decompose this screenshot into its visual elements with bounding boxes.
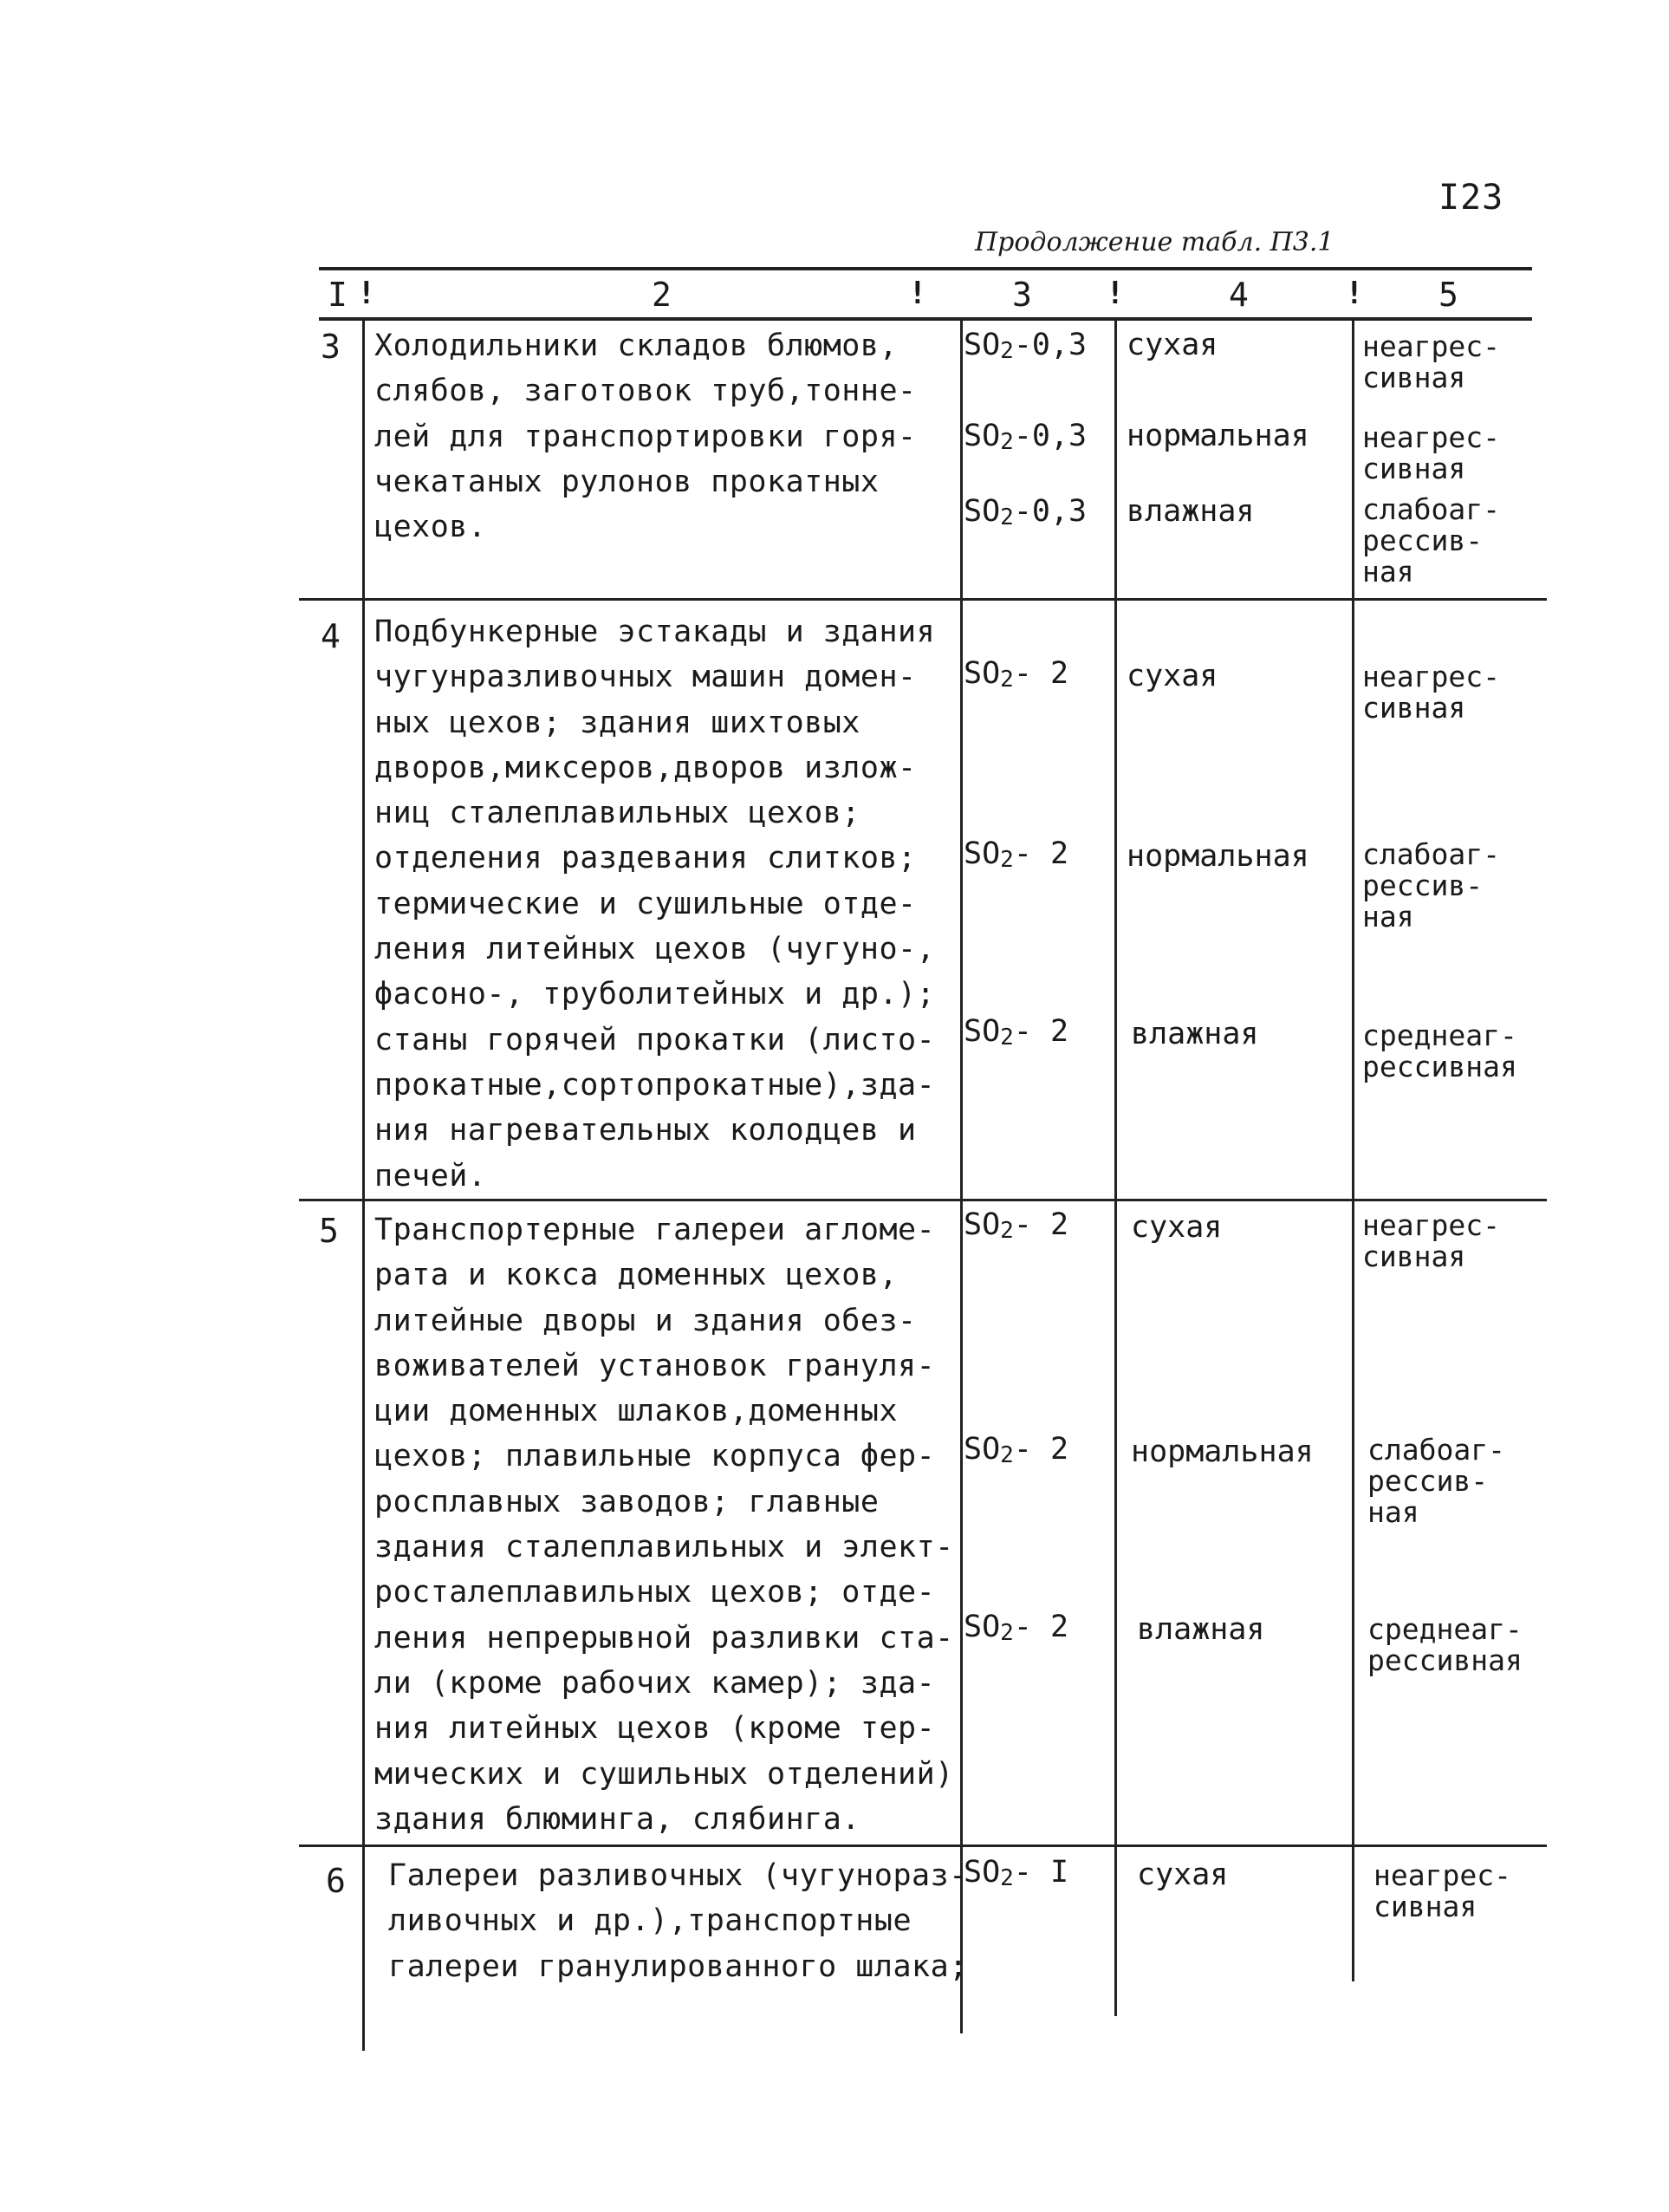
concentration: $SO_2-0,3$ <box>964 419 1088 455</box>
humidity-condition: сухая <box>1127 328 1218 362</box>
row-description: Холодильники складов блюмов, слябов, заготовок труб,тонне- лей для транспортировки горя- чекатаных рулонов прокатных цехов. <box>374 329 917 545</box>
header-col-2: 2 <box>652 276 672 314</box>
column-divider <box>362 317 365 2051</box>
header-separator: ! <box>908 276 927 311</box>
row-divider <box>299 1199 1547 1201</box>
header-col-5: 5 <box>1438 276 1458 314</box>
aggressiveness-level: слабоаг- рессив- ная <box>1362 837 1500 934</box>
row-description: Галереи разливочных (чугунораз- ливочных и др.),транспортные галереи гранулированного шлака; <box>388 1858 968 1984</box>
concentration: $SO_2-$ I <box>964 1855 1069 1891</box>
concentration: $SO_2-$ 2 <box>964 1610 1069 1646</box>
concentration: $SO_2-$ 2 <box>964 656 1069 693</box>
humidity-condition: нормальная <box>1127 839 1309 874</box>
humidity-condition: влажная <box>1137 1612 1265 1647</box>
humidity-condition: сухая <box>1137 1857 1229 1892</box>
aggressiveness-level: среднеаг- рессивная <box>1367 1612 1523 1677</box>
row-number: 4 <box>321 617 341 655</box>
humidity-condition: нормальная <box>1127 419 1309 453</box>
row-number: 3 <box>321 328 341 366</box>
page-number: I23 <box>1438 178 1504 218</box>
row-divider <box>299 1844 1547 1847</box>
concentration: $SO_2-$ 2 <box>964 1207 1069 1244</box>
header-col-1: I <box>328 276 347 314</box>
row-description: Транспортерные галереи агломе- рата и кокса доменных цехов, литейные дворы и здания обез- воживателей установок грануля- ции доменных шлаков,доменных цехов; плавильные корпуса фер- росплавных заводов; главные здания сталеплавильных и элект- росталеплавильных цехов; отде- ления непрерывной разливки ста- ли (кроме рабочих камер); зда- ния литейных цехов (кроме тер- мических и сушильных отделений) здания блюминга, слябинга. <box>374 1213 954 1837</box>
concentration: $SO_2-$ 2 <box>964 1432 1069 1468</box>
row-description: Подбункерные эстакады и здания чугунразливочных машин домен- ных цехов; здания шихтовых дворов,миксеров,дворов излож- ниц сталеплавильных цехов; отделения раздевания слитков; термические и сушильные отде- ления литейных цехов (чугуно-, фасоно-, труболитейных и др.); станы горячей прокатки (листо- прокатные,сортопрокатные),зда- ния нагревательных колодцев и печей. <box>374 615 936 1194</box>
humidity-condition: сухая <box>1127 659 1218 693</box>
concentration: $SO_2-0,3$ <box>964 494 1088 530</box>
row-number: 5 <box>319 1212 339 1250</box>
humidity-condition: сухая <box>1131 1210 1223 1245</box>
aggressiveness-level: слабоаг- рессив- ная <box>1362 492 1500 589</box>
aggressiveness-level: неагрес- сивная <box>1374 1858 1511 1923</box>
column-divider <box>960 317 963 2033</box>
aggressiveness-level: неагрес- сивная <box>1362 660 1500 725</box>
continuation-note: Продолжение табл. П3.1 <box>975 227 1335 257</box>
row-divider <box>299 598 1547 601</box>
aggressiveness-level: неагрес- сивная <box>1362 1208 1500 1273</box>
header-separator: ! <box>1106 276 1125 311</box>
table-top-rule <box>319 267 1532 270</box>
humidity-condition: влажная <box>1127 494 1255 529</box>
humidity-condition: нормальная <box>1131 1435 1314 1469</box>
header-col-4: 4 <box>1229 276 1249 314</box>
concentration: $SO_2-$ 2 <box>964 1014 1069 1051</box>
header-separator: ! <box>357 276 376 311</box>
column-divider <box>1114 317 1117 2016</box>
column-divider <box>1352 317 1354 1981</box>
concentration: $SO_2-0,3$ <box>964 328 1088 364</box>
aggressiveness-level: неагрес- сивная <box>1362 420 1500 485</box>
header-bottom-rule <box>319 317 1532 321</box>
header-separator: ! <box>1345 276 1364 311</box>
aggressiveness-level: слабоаг- рессив- ная <box>1367 1433 1505 1529</box>
aggressiveness-level: среднеаг- рессивная <box>1362 1018 1517 1083</box>
concentration: $SO_2-$ 2 <box>964 836 1069 873</box>
row-number: 6 <box>326 1862 346 1900</box>
aggressiveness-level: неагрес- сивная <box>1362 329 1500 394</box>
humidity-condition: влажная <box>1131 1017 1259 1051</box>
header-col-3: 3 <box>1012 276 1032 314</box>
